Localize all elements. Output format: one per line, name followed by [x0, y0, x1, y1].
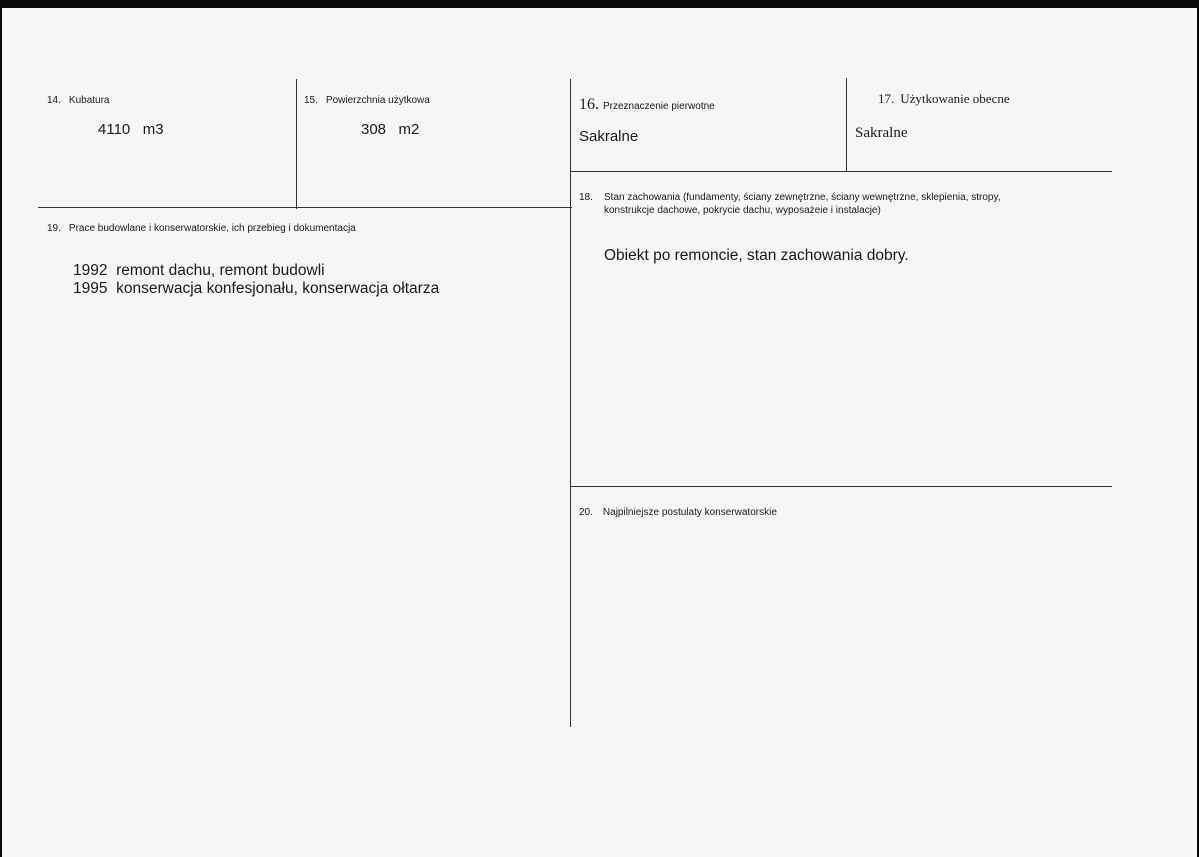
works-entry-year: 1992: [73, 262, 108, 279]
field-16-value: Sakralne: [579, 128, 639, 145]
powierzchnia-unit: m2: [398, 121, 420, 138]
works-entry-text: konserwacja konfesjonału, konserwacja ołtarza: [116, 280, 440, 297]
field-15-number: 15.: [304, 95, 318, 106]
field-20-label: [579, 507, 777, 518]
field-19-label: [47, 223, 356, 234]
field-14-value: [98, 121, 164, 138]
works-entry-year: 1995: [73, 280, 108, 297]
form-sheet: [2, 8, 1197, 857]
field-20-number: 20.: [579, 507, 593, 518]
field-19-number: 19.: [47, 223, 61, 234]
works-entry-text: remont dachu, remont budowli: [116, 262, 325, 279]
field-19-title: Prace budowlane i konserwatorskie, ich przebieg i dokumentacja: [68, 223, 356, 234]
field-17-number: 17.: [878, 91, 895, 106]
field-15-label: [304, 95, 430, 106]
field-16-title: Przeznaczenie pierwotne: [603, 101, 715, 112]
field-16-label: [579, 96, 715, 114]
field-17-label: [878, 91, 1010, 107]
field-16-number: 16.: [579, 96, 599, 113]
field-18-label: [579, 191, 1089, 217]
kubatura-value: 4110: [98, 121, 131, 138]
divider-14-15: [296, 79, 297, 209]
powierzchnia-value: 308: [361, 121, 387, 138]
field-19-entries: [73, 262, 439, 298]
field-18-number: 18.: [579, 192, 593, 203]
field-18-value: Obiekt po remoncie, stan zachowania dobry.: [604, 247, 909, 264]
field-17-value: Sakralne: [855, 125, 908, 141]
divider-top-left-bottom: [38, 207, 572, 208]
divider-16-17-bottom: [571, 171, 1112, 172]
field-14-title: Kubatura: [68, 95, 110, 106]
field-17-title: Użytkowanie obecne: [900, 91, 1010, 106]
works-entry: [73, 280, 439, 298]
field-14-label: [47, 95, 110, 106]
works-entry: [73, 262, 439, 280]
field-20-title: Najpilniejsze postulaty konserwatorskie: [602, 507, 777, 518]
field-18-title-line1: Stan zachowania (fundamenty, ściany zewnętrzne, ściany wewnętrzne, sklepienia, stropy,: [604, 192, 1001, 203]
field-18-title-line2: konstrukcje dachowe, pokrycie dachu, wyposażeie i instalacje): [604, 205, 881, 216]
field-15-value: [361, 121, 419, 138]
field-14-number: 14.: [47, 95, 61, 106]
divider-center: [570, 79, 571, 727]
divider-16-17: [846, 78, 847, 172]
field-15-title: Powierzchnia użytkowa: [325, 95, 430, 106]
divider-18-20: [571, 486, 1112, 487]
kubatura-unit: m3: [142, 121, 164, 138]
